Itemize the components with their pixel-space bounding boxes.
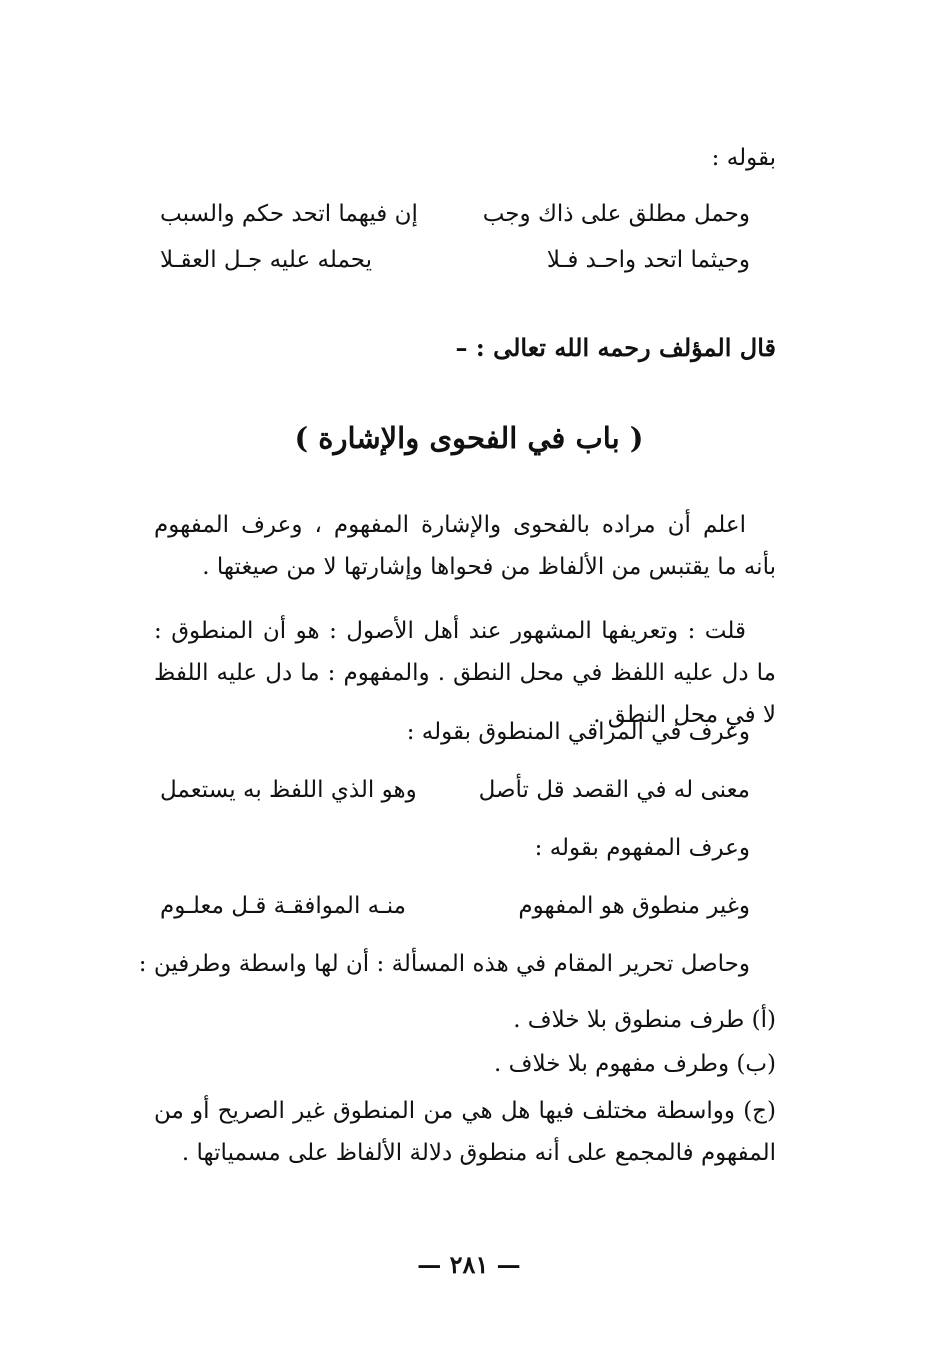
verse-4-second-hemistich: منـه الموافقـة قـل معلـوم xyxy=(160,893,406,919)
paragraph-3: وعرف في المراقي المنطوق بقوله : xyxy=(406,719,750,745)
verse-line-3 xyxy=(160,772,750,808)
paragraph-2: قلت : وتعريفها المشهور عند أهل الأصول : هو أن المنطوق : ما دل عليه اللفظ في محل النطق . والمفهوم : ما دل عليه اللفظ لا في محل النطق . xyxy=(154,618,776,728)
author-heading: قال المؤلف رحمه الله تعالى : – xyxy=(455,333,776,362)
list-item-b: (ب) وطرف مفهوم بلا خلاف . xyxy=(494,1051,776,1077)
verse-4-first-hemistich: وغير منطوق هو المفهوم xyxy=(518,893,750,919)
intro-text: بقوله : xyxy=(711,145,776,171)
verse-2-first-hemistich: وحيثما اتحد واحـد فـلا xyxy=(546,247,750,273)
verse-2-second-hemistich: يحمله عليه جـل العقـلا xyxy=(160,247,372,273)
list-item-c: (ج) وواسطة مختلف فيها هل هي من المنطوق غير الصريح أو من المفهوم فالمجمع على أنه منطوق دلالة الألفاظ على مسمياتها . xyxy=(154,1098,776,1166)
list-item-a: (أ) طرف منطوق بلا خلاف . xyxy=(513,1007,776,1033)
verse-3-first-hemistich: معنى له في القصد قل تأصل xyxy=(478,777,750,803)
verse-line-4 xyxy=(160,888,750,924)
paragraph-5: وحاصل تحرير المقام في هذه المسألة : أن لها واسطة وطرفين : xyxy=(138,951,750,977)
page-number: — ٢٨١ — xyxy=(417,1250,521,1279)
verse-1-second-hemistich: إن فيهما اتحد حكم والسبب xyxy=(160,201,418,227)
paragraph-1: اعلم أن مراده بالفحوى والإشارة المفهوم ، وعرف المفهوم بأنه ما يقتبس من الألفاظ من فحواها وإشارتها لا من صيغتها . xyxy=(154,512,776,580)
verse-line-1 xyxy=(160,196,750,232)
paragraph-4: وعرف المفهوم بقوله : xyxy=(534,835,750,861)
verse-line-2 xyxy=(160,242,750,278)
section-title: ( باب في الفحوى والإشارة ) xyxy=(294,421,644,455)
verse-1-first-hemistich: وحمل مطلق على ذاك وجب xyxy=(482,201,750,227)
verse-3-second-hemistich: وهو الذي اللفظ به يستعمل xyxy=(160,777,417,803)
